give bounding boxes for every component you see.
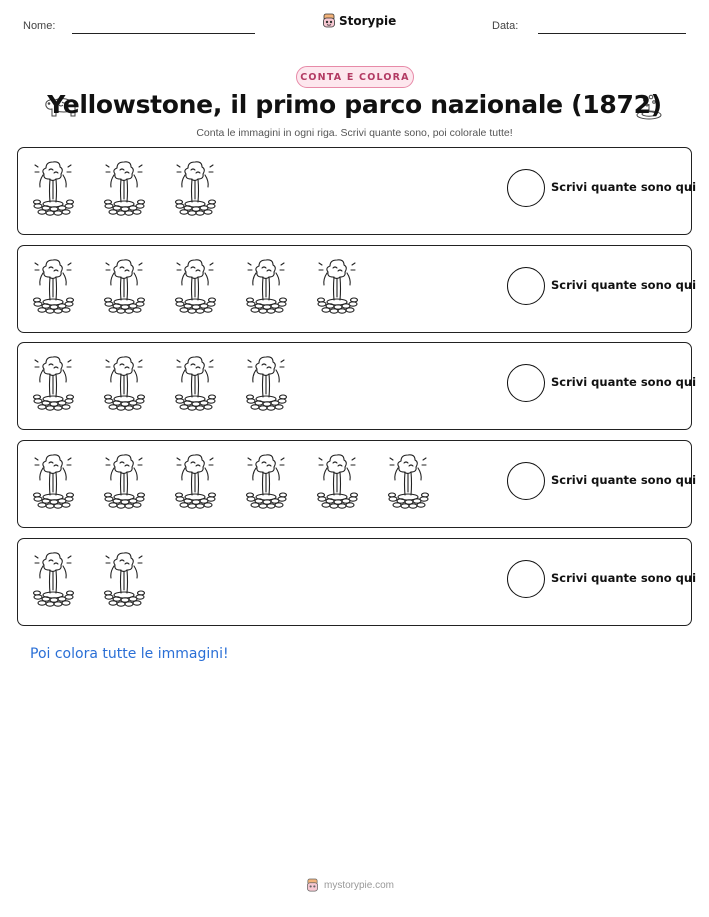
geyser-icon[interactable] bbox=[29, 255, 77, 315]
answer-prompt: Scrivi quante sono qui bbox=[551, 473, 697, 488]
geyser-icon[interactable] bbox=[313, 450, 361, 510]
answer-circle[interactable] bbox=[507, 267, 545, 305]
geyser-icon[interactable] bbox=[100, 450, 148, 510]
date-line[interactable] bbox=[538, 33, 686, 34]
count-row-3 bbox=[17, 342, 697, 430]
count-row-2 bbox=[17, 245, 697, 333]
count-row-4 bbox=[17, 440, 697, 528]
name-label: Nome: bbox=[23, 20, 56, 32]
answer-prompt: Scrivi quante sono qui bbox=[551, 570, 697, 585]
geyser-icon[interactable] bbox=[171, 255, 219, 315]
answer-circle[interactable] bbox=[507, 462, 545, 500]
geyser-icon[interactable] bbox=[171, 157, 219, 217]
activity-badge: CONTA E COLORA bbox=[296, 66, 414, 88]
geyser-icon[interactable] bbox=[29, 548, 77, 608]
storypie-logo bbox=[322, 13, 396, 29]
answer-circle[interactable] bbox=[507, 364, 545, 402]
geyser-icon[interactable] bbox=[384, 450, 432, 510]
storypie-mascot-icon bbox=[322, 13, 336, 29]
instructions: Conta le immagini in ogni riga. Scrivi quante sono, poi colorale tutte! bbox=[196, 127, 513, 139]
page-title: Yellowstone, il primo parco nazionale (1872) bbox=[47, 90, 662, 119]
geyser-icon[interactable] bbox=[242, 450, 290, 510]
answer-circle[interactable] bbox=[507, 169, 545, 207]
geyser-icon[interactable] bbox=[313, 255, 361, 315]
geyser-icon[interactable] bbox=[100, 255, 148, 315]
answer-prompt: Scrivi quante sono qui bbox=[551, 277, 697, 292]
answer-circle[interactable] bbox=[507, 560, 545, 598]
answer-prompt: Scrivi quante sono qui bbox=[551, 180, 697, 194]
geyser-icon[interactable] bbox=[171, 352, 219, 412]
geyser-icon[interactable] bbox=[100, 352, 148, 412]
count-row-5 bbox=[17, 538, 697, 626]
geyser-icon[interactable] bbox=[29, 157, 77, 217]
geyser-icon[interactable] bbox=[29, 352, 77, 412]
count-row-1 bbox=[17, 147, 697, 235]
footer-brand bbox=[306, 878, 394, 893]
geyser-icon[interactable] bbox=[242, 352, 290, 412]
name-line[interactable] bbox=[72, 33, 255, 34]
geyser-icon[interactable] bbox=[100, 548, 148, 608]
geyser-icon[interactable] bbox=[100, 157, 148, 217]
coloring-note: Poi colora tutte le immagini! bbox=[30, 646, 229, 662]
geyser-icon[interactable] bbox=[171, 450, 219, 510]
geyser-icon[interactable] bbox=[29, 450, 77, 510]
answer-prompt: Scrivi quante sono qui bbox=[551, 375, 697, 390]
date-label: Data: bbox=[492, 20, 519, 32]
storypie-mascot-icon bbox=[306, 878, 319, 893]
geyser-icon[interactable] bbox=[242, 255, 290, 315]
footer-site: mystorypie.com bbox=[324, 880, 395, 891]
brand-name: Storypie bbox=[339, 14, 397, 28]
